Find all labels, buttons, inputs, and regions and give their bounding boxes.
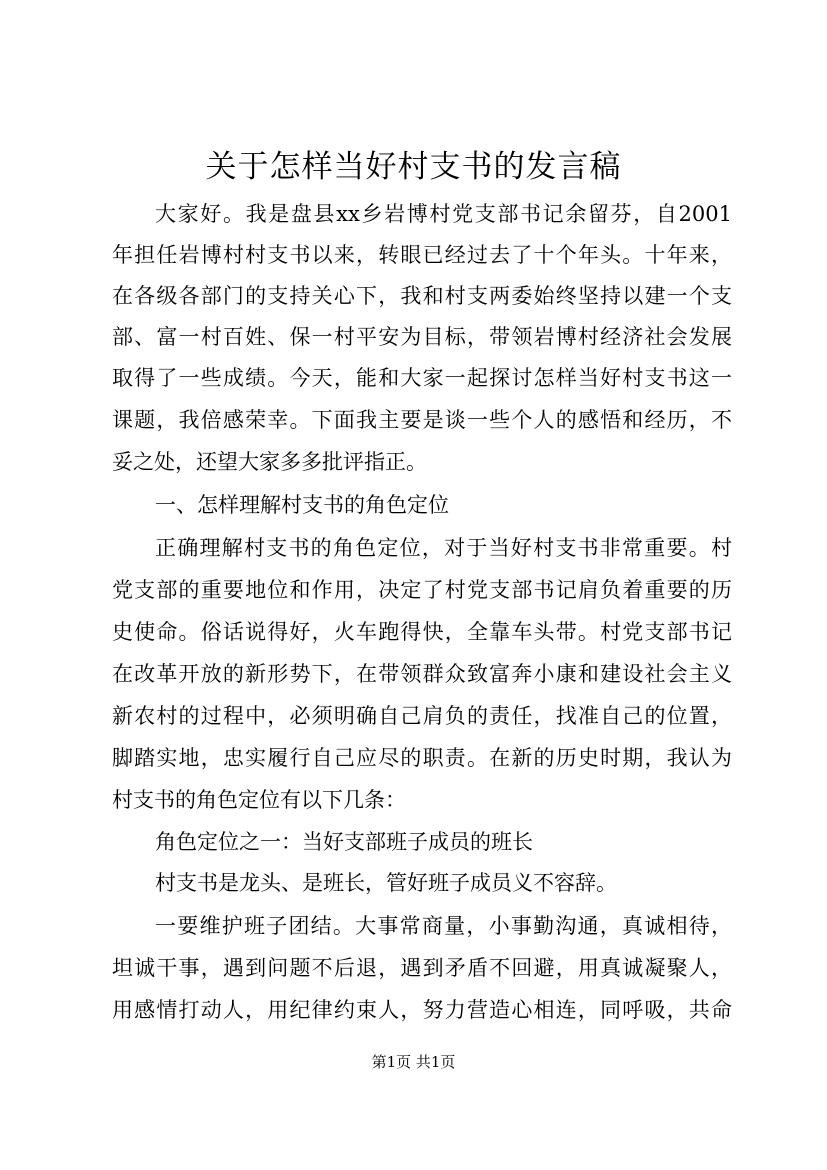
body-line: 党支部的重要地位和作用，决定了村党支部书记肩负着重要的历 — [112, 578, 732, 602]
body-line: 新农村的过程中，必须明确自己肩负的责任，找准自己的位置， — [112, 704, 732, 728]
body-line: 脚踏实地，忠实履行自己应尽的职责。在新的历史时期，我认为 — [112, 746, 732, 770]
body-line: 部、富一村百姓、保一村平安为目标，带领岩博村经济社会发展 — [112, 325, 732, 349]
body-line: 史使命。俗话说得好，火车跑得快，全靠车头带。村党支部书记 — [112, 620, 732, 644]
body-line: 村支书的角色定位有以下几条： — [112, 788, 406, 812]
body-line: 用感情打动人，用纪律约束人，努力营造心相连，同呼吸，共命 — [112, 998, 732, 1022]
body-line: 大家好。我是盘县xx乡岩博村党支部书记余留芬，自2001 — [155, 202, 732, 226]
body-line: 一要维护班子团结。大事常商量，小事勤沟通，真诚相待， — [155, 914, 732, 938]
document-title: 关于怎样当好村支书的发言稿 — [205, 149, 622, 185]
body-line: 正确理解村支书的角色定位，对于当好村支书非常重要。村 — [155, 536, 732, 560]
body-line: 在改革开放的新形势下，在带领群众致富奔小康和建设社会主义 — [112, 662, 732, 686]
body-line: 取得了一些成绩。今天，能和大家一起探讨怎样当好村支书这一 — [112, 366, 732, 390]
subsection-heading: 角色定位之一：当好支部班子成员的班长 — [155, 830, 533, 854]
body-line: 课题，我倍感荣幸。下面我主要是谈一些个人的感悟和经历，不 — [112, 408, 732, 432]
body-line: 妥之处，还望大家多多批评指正。 — [112, 450, 427, 474]
body-line: 村支书是龙头、是班长，管好班子成员义不容辞。 — [155, 871, 617, 895]
body-line: 在各级各部门的支持关心下，我和村支两委始终坚持以建一个支 — [112, 284, 732, 308]
section-heading: 一、怎样理解村支书的角色定位 — [155, 493, 449, 517]
body-line: 年担任岩博村村支书以来，转眼已经过去了十个年头。十年来， — [112, 243, 732, 267]
body-line: 坦诚干事，遇到问题不后退，遇到矛盾不回避，用真诚凝聚人， — [112, 956, 732, 980]
page-number: 第1页 共1页 — [371, 1053, 456, 1071]
